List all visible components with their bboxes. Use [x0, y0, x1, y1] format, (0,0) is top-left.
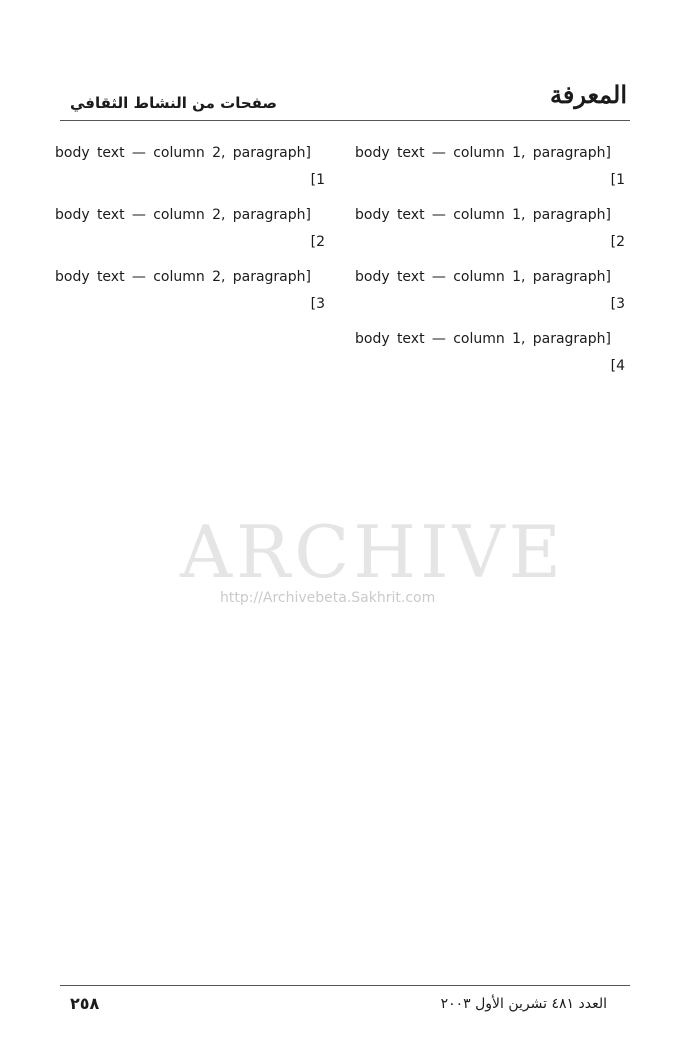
article-column-left: [55, 140, 325, 326]
paragraph: [body text — column 1, paragraph 4]: [355, 331, 625, 374]
magazine-logo: المعرفة: [549, 80, 627, 109]
article-column-right: [355, 140, 625, 388]
header-divider: [60, 120, 630, 121]
page-number: ٢٥٨: [70, 994, 100, 1013]
archive-watermark: ARCHIVE: [180, 510, 566, 594]
paragraph: [body text — column 2, paragraph 2]: [55, 207, 325, 250]
issue-info: العدد ٤٨١ تشرين الأول ٢٠٠٣: [440, 996, 607, 1012]
paragraph: [body text — column 2, paragraph 3]: [55, 269, 325, 312]
paragraph: [body text — column 1, paragraph 1]: [355, 145, 625, 188]
paragraph: [body text — column 1, paragraph 2]: [355, 207, 625, 250]
section-title: صفحات من النشاط الثقافي: [70, 94, 277, 112]
paragraph: [body text — column 1, paragraph 3]: [355, 269, 625, 312]
watermark-url: http://Archivebeta.Sakhrit.com: [220, 590, 436, 606]
paragraph: [body text — column 2, paragraph 1]: [55, 145, 325, 188]
footer-divider: [60, 985, 630, 986]
